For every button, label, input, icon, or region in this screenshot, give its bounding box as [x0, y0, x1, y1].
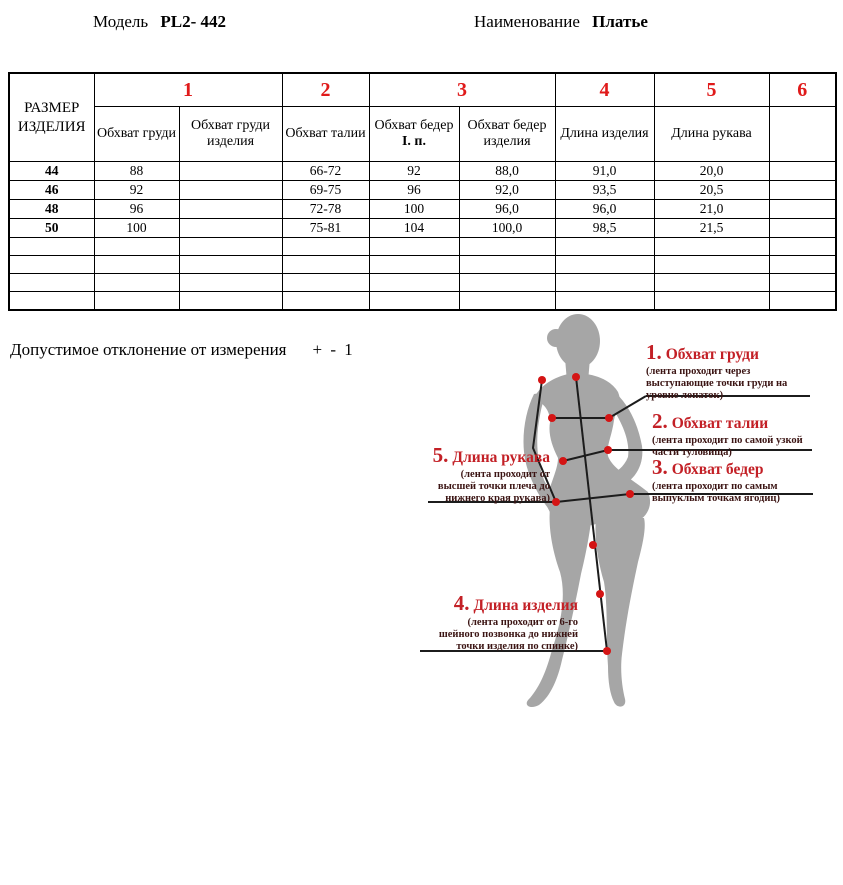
col-header-length: Длина изделия — [555, 107, 654, 162]
col-header-sleeve: Длина рукава — [654, 107, 769, 162]
annotation-item-length-number: 4. — [453, 591, 470, 615]
annotation-chest-title: 1. Обхват груди — [646, 340, 759, 364]
size-table-body — [9, 162, 836, 310]
table-group-row — [9, 73, 836, 107]
size-cell: 50 — [9, 219, 94, 238]
value-cell — [654, 256, 769, 274]
annotation-hips — [652, 455, 824, 505]
table-row — [9, 219, 836, 238]
value-cell: 100 — [369, 200, 459, 219]
value-cell — [94, 238, 179, 256]
table-row — [9, 292, 836, 310]
value-cell — [769, 200, 836, 219]
size-cell — [9, 274, 94, 292]
annotation-hips-title: 3. Обхват бедер — [652, 455, 764, 479]
value-cell — [769, 238, 836, 256]
value-cell — [282, 238, 369, 256]
col-header-hips-garment: Обхват бедер изделия — [459, 107, 555, 162]
annotation-item-length — [415, 591, 578, 652]
value-cell: 92 — [369, 162, 459, 181]
value-cell: 72-78 — [282, 200, 369, 219]
annotation-hips-desc: (лента проходит по самым выпуклым точкам ягодиц) — [652, 481, 780, 504]
table-subheader-row — [9, 107, 836, 162]
value-cell — [555, 292, 654, 310]
value-cell — [282, 274, 369, 292]
value-cell: 104 — [369, 219, 459, 238]
annotation-sleeve-length — [400, 443, 550, 504]
value-cell — [179, 256, 282, 274]
item-name-label: Наименование — [474, 12, 580, 31]
col-header-empty — [769, 107, 836, 162]
value-cell — [179, 274, 282, 292]
value-cell: 20,5 — [654, 181, 769, 200]
table-row — [9, 200, 836, 219]
size-cell — [9, 292, 94, 310]
value-cell: 96 — [369, 181, 459, 200]
value-cell: 96,0 — [459, 200, 555, 219]
value-cell — [769, 162, 836, 181]
value-cell: 92,0 — [459, 181, 555, 200]
value-cell — [769, 292, 836, 310]
tolerance-value: + - 1 — [312, 340, 355, 359]
value-cell: 69-75 — [282, 181, 369, 200]
value-cell: 92 — [94, 181, 179, 200]
table-row — [9, 274, 836, 292]
value-cell: 91,0 — [555, 162, 654, 181]
table-row — [9, 162, 836, 181]
document-header — [0, 12, 843, 36]
value-cell: 21,5 — [654, 219, 769, 238]
annotation-item-length-title: 4. Длина изделия — [453, 591, 578, 615]
model-field — [93, 12, 226, 32]
value-cell — [769, 274, 836, 292]
size-table — [8, 72, 837, 311]
size-cell — [9, 256, 94, 274]
value-cell — [94, 292, 179, 310]
size-cell: 48 — [9, 200, 94, 219]
group-number-1: 1 — [183, 78, 193, 101]
table-row — [9, 238, 836, 256]
value-cell — [179, 238, 282, 256]
value-cell: 66-72 — [282, 162, 369, 181]
value-cell: 93,5 — [555, 181, 654, 200]
value-cell: 100 — [94, 219, 179, 238]
item-name-field — [474, 12, 648, 32]
value-cell: 88,0 — [459, 162, 555, 181]
group-number-3: 3 — [457, 78, 467, 101]
col-header-hips-suffix: I. п. — [401, 134, 426, 149]
value-cell — [459, 292, 555, 310]
group-number-4: 4 — [599, 78, 610, 101]
value-cell — [555, 256, 654, 274]
item-name-value: Платье — [592, 12, 648, 31]
group-number-5: 5 — [706, 78, 717, 101]
value-cell — [282, 292, 369, 310]
group-number-2: 2 — [320, 78, 331, 101]
tolerance-label: Допустимое отклонение от измерения — [10, 340, 287, 359]
annotation-sleeve-length-desc: (лента проходит от высшей точки плеча до нижнего края рукава) — [437, 469, 550, 504]
annotation-waist — [652, 409, 810, 459]
size-cell — [9, 238, 94, 256]
annotation-chest — [646, 340, 816, 401]
annotation-waist-number: 2. — [652, 409, 668, 433]
annotation-chest-desc: (лента проходит через выступающие точки груди на уровне лопаток) — [646, 366, 788, 401]
table-row — [9, 256, 836, 274]
value-cell: 88 — [94, 162, 179, 181]
value-cell — [654, 238, 769, 256]
value-cell — [94, 274, 179, 292]
measurement-diagram — [400, 310, 843, 710]
annotation-hips-number: 3. — [652, 455, 668, 479]
value-cell — [179, 219, 282, 238]
value-cell — [94, 256, 179, 274]
value-cell — [459, 238, 555, 256]
value-cell — [769, 219, 836, 238]
value-cell: 98,5 — [555, 219, 654, 238]
value-cell — [555, 274, 654, 292]
value-cell: 20,0 — [654, 162, 769, 181]
annotation-waist-desc: (лента проходит по самой узкой части туловища) — [652, 435, 803, 458]
value-cell — [369, 274, 459, 292]
annotation-sleeve-length-title: 5. Длина рукава — [432, 443, 550, 467]
value-cell — [282, 256, 369, 274]
value-cell — [369, 292, 459, 310]
annotation-chest-number: 1. — [646, 340, 662, 364]
corner-header-cell: РАЗМЕР ИЗДЕЛИЯ — [9, 73, 94, 162]
model-label: Модель — [93, 12, 149, 31]
col-header-hips — [369, 107, 459, 162]
annotation-waist-title: 2. Обхват талии — [652, 409, 769, 433]
value-cell: 21,0 — [654, 200, 769, 219]
value-cell — [459, 256, 555, 274]
col-header-chest-garment: Обхват груди изделия — [179, 107, 282, 162]
value-cell: 100,0 — [459, 219, 555, 238]
value-cell — [654, 274, 769, 292]
value-cell — [555, 238, 654, 256]
value-cell — [769, 181, 836, 200]
size-cell: 44 — [9, 162, 94, 181]
model-value: PL2- 442 — [160, 12, 227, 31]
col-header-chest: Обхват груди — [94, 107, 179, 162]
value-cell — [179, 181, 282, 200]
value-cell — [459, 274, 555, 292]
value-cell — [179, 200, 282, 219]
table-row — [9, 181, 836, 200]
value-cell: 96,0 — [555, 200, 654, 219]
tolerance-note — [10, 340, 355, 360]
value-cell — [369, 256, 459, 274]
value-cell — [369, 238, 459, 256]
value-cell — [179, 162, 282, 181]
value-cell: 75-81 — [282, 219, 369, 238]
value-cell — [769, 256, 836, 274]
annotation-sleeve-length-number: 5. — [432, 443, 449, 467]
col-header-waist: Обхват талии — [282, 107, 369, 162]
annotation-item-length-desc: (лента проходит от 6-го шейного позвонка до нижней точки изделия по спинке) — [438, 617, 578, 652]
value-cell: 96 — [94, 200, 179, 219]
value-cell — [179, 292, 282, 310]
value-cell — [654, 292, 769, 310]
size-cell: 46 — [9, 181, 94, 200]
group-number-6: 6 — [797, 78, 808, 101]
col-header-hips-label: Обхват бедер — [374, 117, 454, 133]
